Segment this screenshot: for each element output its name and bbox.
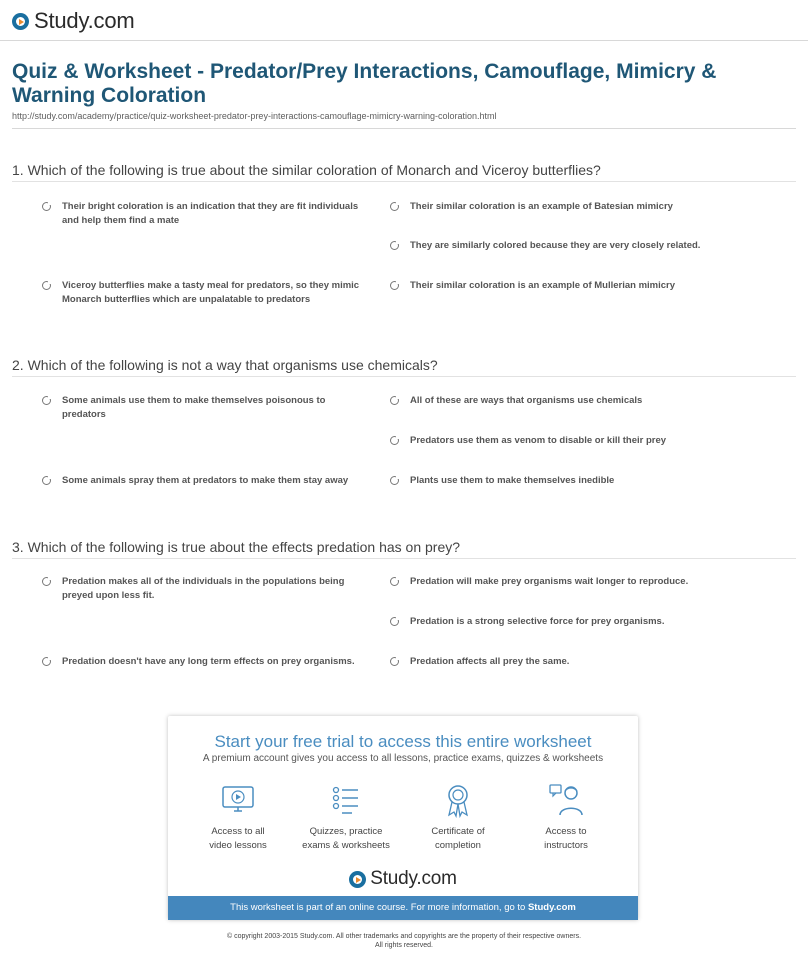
feature-label-line1: Access to xyxy=(545,826,587,837)
feature-quizzes xyxy=(286,782,406,853)
feature-label-line1: Certificate of xyxy=(431,826,485,837)
answer-option[interactable] xyxy=(390,394,790,408)
radio-icon[interactable] xyxy=(42,476,51,485)
header-divider xyxy=(0,40,808,41)
title-divider xyxy=(12,128,796,129)
video-lesson-icon xyxy=(220,782,256,818)
radio-icon[interactable] xyxy=(390,241,399,250)
option-label: Predation is a strong selective force for prey organisms. xyxy=(410,616,665,627)
answer-option[interactable] xyxy=(42,279,372,307)
question-1 xyxy=(12,162,796,182)
study-logo[interactable] xyxy=(12,8,135,34)
question-text: 2. Which of the following is not a way that organisms use chemicals? xyxy=(12,357,796,377)
copyright-line1: © copyright 2003-2015 Study.com. All other trademarks and copyrights are the property of their respective owners. xyxy=(226,933,582,940)
radio-icon[interactable] xyxy=(390,617,399,626)
option-label: Predation doesn't have any long term effects on prey organisms. xyxy=(62,656,355,667)
option-label: Their bright coloration is an indication that they are fit individuals and help them find a mate xyxy=(62,201,359,226)
free-trial-promo xyxy=(168,716,638,920)
logo-text: Study.com xyxy=(34,8,135,33)
page-title: Quiz & Worksheet - Predator/Prey Interactions, Camouflage, Mimicry & Warning Coloration xyxy=(12,60,717,107)
radio-icon[interactable] xyxy=(42,281,51,290)
play-logo-icon xyxy=(349,871,366,888)
option-label: Predators use them as venom to disable or kill their prey xyxy=(410,435,667,446)
feature-label-line1: Quizzes, practice xyxy=(309,826,383,837)
question-text: 3. Which of the following is true about the effects predation has on prey? xyxy=(12,539,796,559)
feature-label-line2: exams & worksheets xyxy=(302,840,390,851)
feature-label-line2: completion xyxy=(435,840,481,851)
answer-option[interactable] xyxy=(42,474,382,488)
play-logo-icon xyxy=(12,13,29,30)
answer-option[interactable] xyxy=(390,434,790,448)
question-2 xyxy=(12,357,796,377)
answer-option[interactable] xyxy=(390,474,790,488)
logo-text: Study.com xyxy=(370,868,457,889)
promo-title[interactable]: Start your free trial to access this entire worksheet xyxy=(214,732,592,751)
answer-option[interactable] xyxy=(390,239,790,253)
checklist-icon xyxy=(328,782,364,818)
option-label: Predation makes all of the individuals in the populations being preyed upon less fit. xyxy=(62,576,345,601)
feature-label-line1: Access to all xyxy=(211,826,265,837)
answer-option[interactable] xyxy=(42,575,377,603)
feature-instructors xyxy=(506,782,626,853)
radio-icon[interactable] xyxy=(390,476,399,485)
answer-option[interactable] xyxy=(42,200,362,228)
radio-icon[interactable] xyxy=(42,577,51,586)
question-3 xyxy=(12,539,796,559)
question-text: 1. Which of the following is true about the similar coloration of Monarch and Viceroy butterflies? xyxy=(12,162,796,182)
option-label: Plants use them to make themselves inedible xyxy=(410,475,615,486)
option-label: Some animals spray them at predators to make them stay away xyxy=(62,475,349,486)
radio-icon[interactable] xyxy=(390,396,399,405)
copyright-line2: All rights reserved. xyxy=(375,942,433,949)
feature-certificate xyxy=(398,782,518,853)
radio-icon[interactable] xyxy=(390,202,399,211)
feature-label-line2: video lessons xyxy=(209,840,267,851)
answer-option[interactable] xyxy=(42,655,387,669)
course-info-text: This worksheet is part of an online course. For more information, go to xyxy=(230,902,526,913)
study-link[interactable]: Study.com xyxy=(527,902,576,913)
radio-icon[interactable] xyxy=(390,577,399,586)
option-label: Their similar coloration is an example of Mullerian mimicry xyxy=(410,280,676,291)
answer-option[interactable] xyxy=(390,279,790,293)
course-info-bar xyxy=(168,896,638,920)
radio-icon[interactable] xyxy=(390,657,399,666)
answer-option[interactable] xyxy=(390,200,790,214)
page-url[interactable]: http://study.com/academy/practice/quiz-worksheet-predator-prey-interactions-camouflage-mimicry-warning-coloration.html xyxy=(12,111,497,121)
option-label: Some animals use them to make themselves poisonous to predators xyxy=(62,395,326,420)
instructor-icon xyxy=(548,782,584,818)
option-label: Predation affects all prey the same. xyxy=(410,656,570,667)
promo-study-logo[interactable] xyxy=(168,868,638,890)
answer-option[interactable] xyxy=(390,655,790,669)
copyright xyxy=(0,932,808,950)
radio-icon[interactable] xyxy=(42,657,51,666)
radio-icon[interactable] xyxy=(42,396,51,405)
option-label: All of these are ways that organisms use chemicals xyxy=(410,395,643,406)
feature-video-lessons xyxy=(178,782,298,853)
answer-option[interactable] xyxy=(42,394,362,422)
radio-icon[interactable] xyxy=(390,436,399,445)
option-label: Predation will make prey organisms wait longer to reproduce. xyxy=(410,576,689,587)
promo-subtitle: A premium account gives you access to all lessons, practice exams, quizzes & worksheets xyxy=(202,753,604,764)
radio-icon[interactable] xyxy=(42,202,51,211)
option-label: Their similar coloration is an example of Batesian mimicry xyxy=(410,201,673,212)
option-label: Viceroy butterflies make a tasty meal for predators, so they mimic Monarch butterflies which are unpalatable to predators xyxy=(62,280,360,305)
certificate-icon xyxy=(440,782,476,818)
option-label: They are similarly colored because they are very closely related. xyxy=(410,240,701,251)
answer-option[interactable] xyxy=(390,615,790,629)
radio-icon[interactable] xyxy=(390,281,399,290)
answer-option[interactable] xyxy=(390,575,790,589)
feature-label-line2: instructors xyxy=(544,840,588,851)
